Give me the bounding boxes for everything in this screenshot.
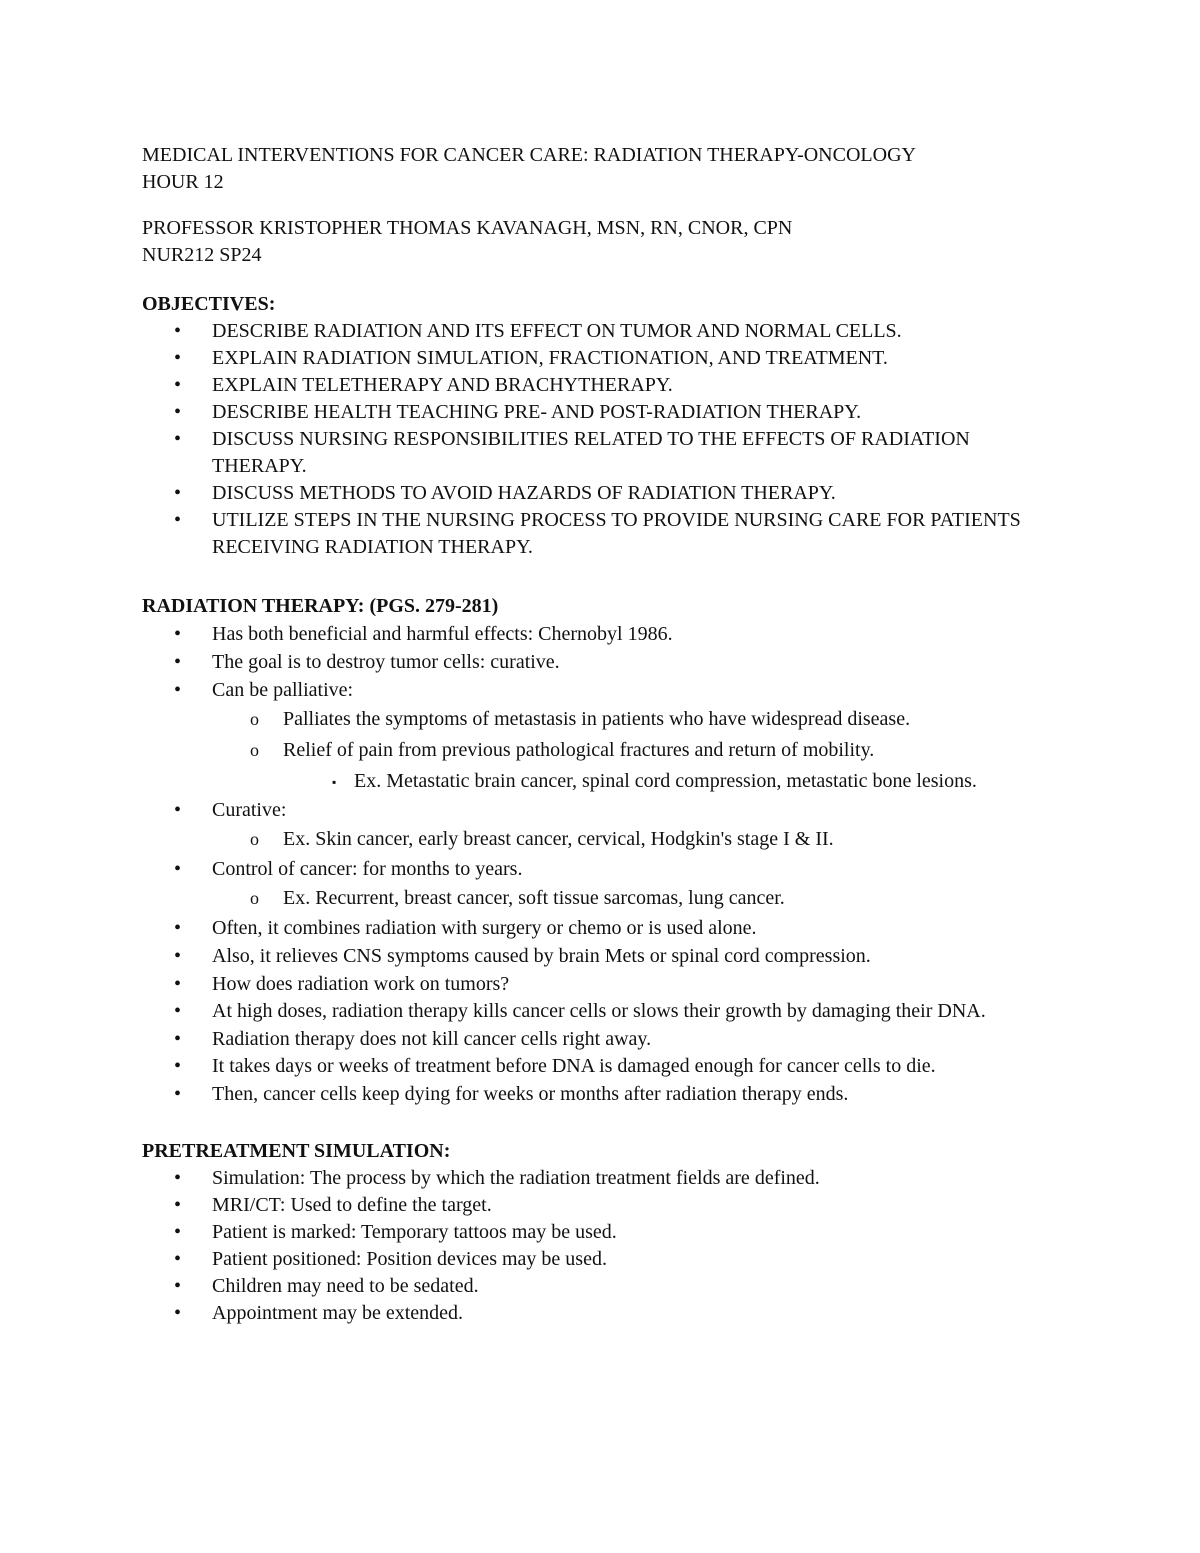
pretreatment-heading: PRETREATMENT SIMULATION: [142,1140,451,1162]
sub-list-item: o Palliates the symptoms of metastasis in patients who have widespread disease. [250,708,911,730]
course-line: NUR212 SP24 [142,244,262,266]
list-item: • DISCUSS NURSING RESPONSIBILITIES RELATED TO THE EFFECTS OF RADIATION THERAPY. [174,428,970,477]
list-item: • Patient is marked: Temporary tattoos may be used. [174,1221,617,1243]
document-page [142,142,1062,1327]
list-item: • At high doses, radiation therapy kills cancer cells or slows their growth by damaging their DNA. [174,1000,986,1022]
list-item: • Curative: [174,799,287,821]
list-item: • Patient positioned: Position devices may be used. [174,1248,607,1270]
list-item: • Appointment may be extended. [174,1302,464,1324]
list-item: • EXPLAIN RADIATION SIMULATION, FRACTIONATION, AND TREATMENT. [174,347,888,369]
pretreatment-list [142,1165,1062,1327]
list-item: • UTILIZE STEPS IN THE NURSING PROCESS TO PROVIDE NURSING CARE FOR PATIENTS RECEIVING RADIATION THERAPY. [174,509,1021,558]
objectives-heading: OBJECTIVES: [142,293,276,315]
list-item: • Simulation: The process by which the radiation treatment fields are defined. [174,1167,820,1189]
objectives-list [142,318,1062,561]
list-item: • Then, cancer cells keep dying for weeks or months after radiation therapy ends. [174,1083,849,1105]
list-item: • DESCRIBE HEALTH TEACHING PRE- AND POST-RADIATION THERAPY. [174,401,862,423]
list-item: • The goal is to destroy tumor cells: curative. [174,651,560,673]
radiation-therapy-list [142,620,1062,704]
sub-list-item: o Ex. Skin cancer, early breast cancer, cervical, Hodgkin's stage I & II. [250,828,834,850]
radiation-therapy-heading: RADIATION THERAPY: (PGS. 279-281) [142,595,499,617]
radiation-therapy-list-cont [142,796,1062,824]
list-item: • How does radiation work on tumors? [174,973,510,995]
document-title-line2: HOUR 12 [142,171,224,193]
document-title-line1: MEDICAL INTERVENTIONS FOR CANCER CARE: RADIATION THERAPY-ONCOLOGY [142,144,916,166]
list-item: • EXPLAIN TELETHERAPY AND BRACHYTHERAPY. [174,374,673,396]
radiation-therapy-list-cont [142,855,1062,883]
list-item: • DISCUSS METHODS TO AVOID HAZARDS OF RADIATION THERAPY. [174,482,836,504]
list-item: • Has both beneficial and harmful effects: Chernobyl 1986. [174,623,673,645]
list-item: • Also, it relieves CNS symptoms caused by brain Mets or spinal cord compression. [174,945,871,967]
list-item: • Radiation therapy does not kill cancer cells right away. [174,1028,652,1050]
list-item: • Can be palliative: [174,679,354,701]
list-item: • Often, it combines radiation with surgery or chemo or is used alone. [174,917,757,939]
list-item: • It takes days or weeks of treatment before DNA is damaged enough for cancer cells to die. [174,1055,936,1077]
sub-list-item: o Relief of pain from previous pathological fractures and return of mobility. [250,739,875,761]
radiation-therapy-list-cont [142,914,1062,1108]
list-item: • Control of cancer: for months to years. [174,858,523,880]
list-item: • Children may need to be sedated. [174,1275,479,1297]
list-item: • MRI/CT: Used to define the target. [174,1194,492,1216]
professor-line: PROFESSOR KRISTOPHER THOMAS KAVANAGH, MSN, RN, CNOR, CPN [142,217,793,239]
sub-sub-list-item: ▪ Ex. Metastatic brain cancer, spinal cord compression, metastatic bone lesions. [332,770,977,792]
sub-list-item: o Ex. Recurrent, breast cancer, soft tissue sarcomas, lung cancer. [250,887,785,909]
list-item: • DESCRIBE RADIATION AND ITS EFFECT ON TUMOR AND NORMAL CELLS. [174,320,902,342]
